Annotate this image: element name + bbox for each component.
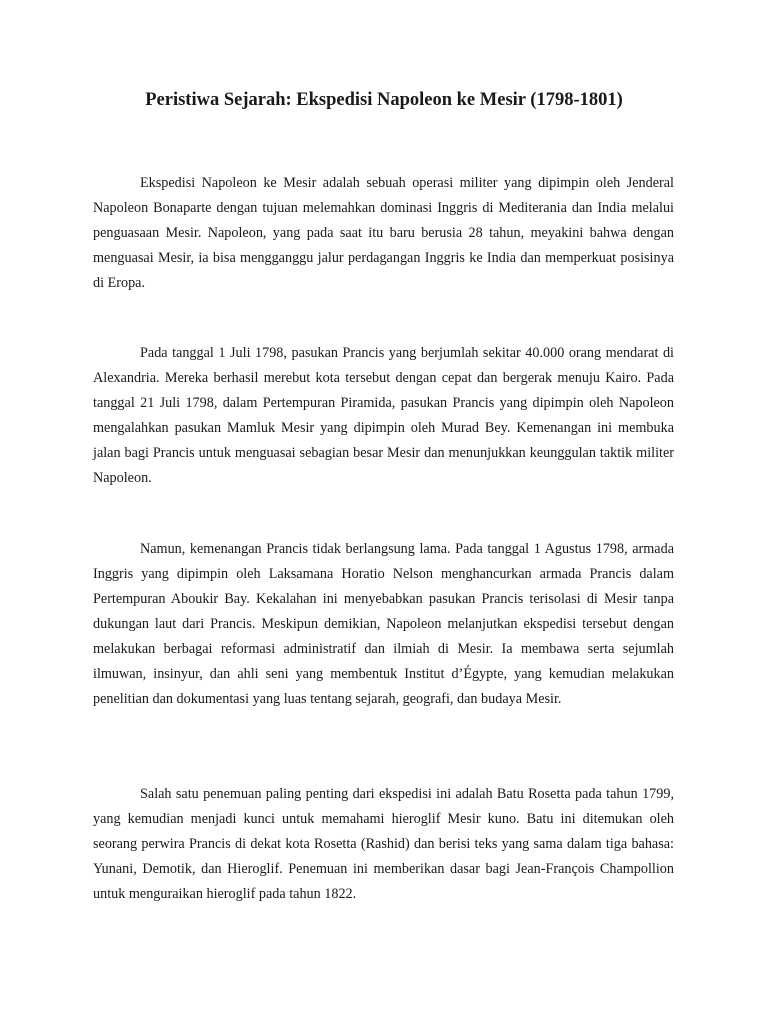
- page-title: Peristiwa Sejarah: Ekspedisi Napoleon ke Mesir (1798-1801): [145, 90, 623, 110]
- paragraph-4: Salah satu penemuan paling penting dari ekspedisi ini adalah Batu Rosetta pada tahun 1799, yang kemudian menjadi kunci untuk memahami hieroglif Mesir kuno. Batu ini ditemukan oleh seorang perwira Prancis di dekat kota Rosetta (Rashid) dan berisi teks yang sama dalam tiga bahasa: Yunani, Demotik, dan Hieroglif. Penemuan ini memberikan dasar bagi Jean-François Champollion untuk menguraikan hieroglif pada tahun 1822.: [93, 786, 674, 902]
- paragraph-3: Namun, kemenangan Prancis tidak berlangsung lama. Pada tanggal 1 Agustus 1798, armada Inggris yang dipimpin oleh Laksamana Horatio Nelson menghancurkan armada Prancis dalam Pertempuran Aboukir Bay. Kekalahan ini menyebabkan pasukan Prancis terisolasi di Mesir tanpa dukungan laut dari Prancis. Meskipun demikian, Napoleon melanjutkan ekspedisi tersebut dengan melakukan berbagai reformasi administratif dan ilmiah di Mesir. Ia membawa serta sejumlah ilmuwan, insinyur, dan ahli seni yang membentuk Institut d’Égypte, yang kemudian melakukan penelitian dan dokumentasi yang luas tentang sejarah, geografi, dan budaya Mesir.: [93, 541, 674, 707]
- paragraph-1: Ekspedisi Napoleon ke Mesir adalah sebuah operasi militer yang dipimpin oleh Jenderal Napoleon Bonaparte dengan tujuan melemahkan dominasi Inggris di Mediterania dan India melalui penguasaan Mesir. Napoleon, yang pada saat itu baru berusia 28 tahun, meyakini bahwa dengan menguasai Mesir, ia bisa mengganggu jalur perdagangan Inggris ke India dan memperkuat posisinya di Eropa.: [93, 175, 674, 291]
- paragraph-2: Pada tanggal 1 Juli 1798, pasukan Prancis yang berjumlah sekitar 40.000 orang mendarat di Alexandria. Mereka berhasil merebut kota tersebut dengan cepat dan bergerak menuju Kairo. Pada tanggal 21 Juli 1798, dalam Pertempuran Piramida, pasukan Prancis yang dipimpin oleh Napoleon mengalahkan pasukan Mamluk Mesir yang dipimpin oleh Murad Bey. Kemenangan ini membuka jalan bagi Prancis untuk menguasai sebagian besar Mesir dan menunjukkan keunggulan taktik militer Napoleon.: [93, 345, 674, 486]
